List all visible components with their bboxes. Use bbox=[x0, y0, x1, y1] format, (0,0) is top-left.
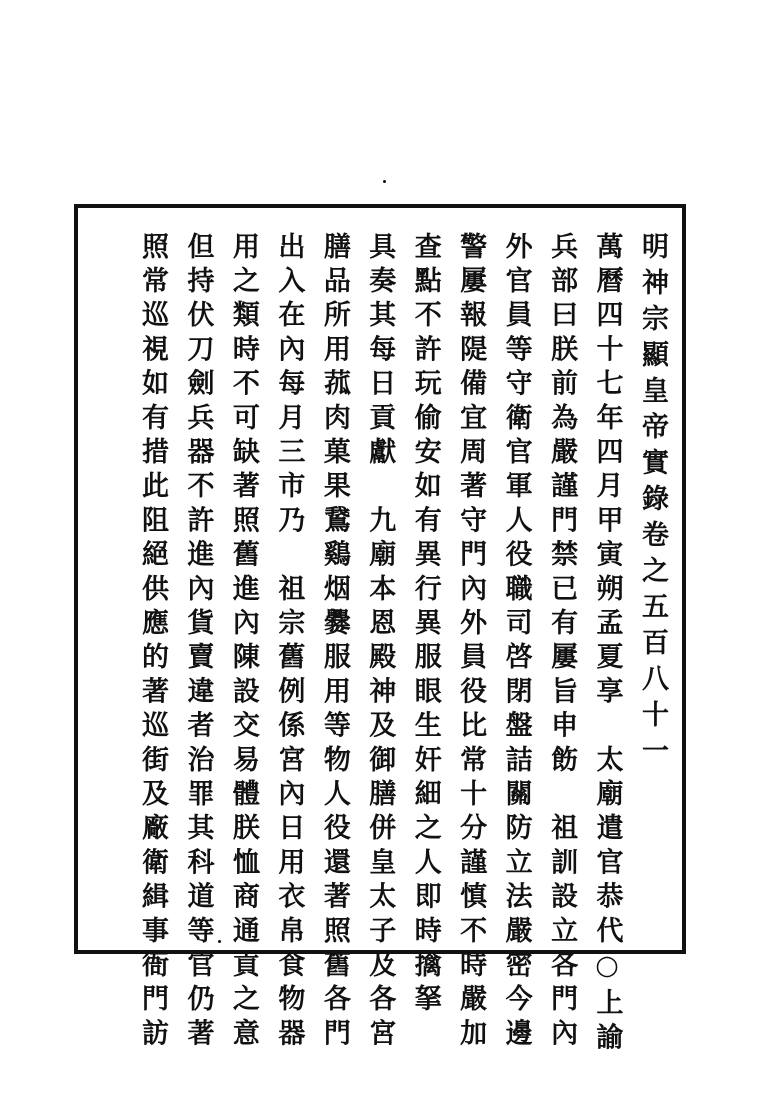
text-column-6: 具奏其每日貢獻 九廟本恩殿神及御膳併皇太子及各宮 bbox=[364, 232, 396, 1053]
text-column-1: 萬曆四十七年四月甲寅朔孟夏享 太廟遣官恭代○上諭 bbox=[591, 232, 623, 1057]
text-columns bbox=[132, 232, 672, 1057]
text-column-5: 查點不許玩偷安如有異行異服眼生奸細之人即時擒拏 bbox=[409, 232, 441, 1019]
text-column-8: 出入在內每月三市乃 祖宗舊例係宮內日用衣帛食物器 bbox=[273, 232, 305, 1053]
text-column-4: 警屢報隄備宜周著守門內外員役比常十分謹慎不時嚴加 bbox=[455, 232, 487, 1053]
text-column-10: 但持伏刀劍兵器不許進內貨賣違者治罪其科道等官仍著 bbox=[182, 232, 214, 1053]
volume-title-column: 明神宗顯皇帝實錄卷之五百八十一 bbox=[636, 232, 668, 772]
text-column-9: 用之類時不可缺著照舊進內陳設交易體朕恤商通貢之意 bbox=[227, 232, 259, 1053]
text-column-2: 兵部曰朕前為嚴謹門禁已有屢旨申飭 祖訓設立各門內 bbox=[546, 232, 578, 1053]
stray-mark-top bbox=[383, 180, 386, 183]
text-column-11: 照常巡視如有措此阻絕供應的著巡街及廠衛緝事衙門訪 bbox=[137, 232, 168, 1053]
stray-mark-bottom bbox=[218, 940, 221, 943]
text-column-7: 膳品所用菰肉菓果鵞鷄烟爨服用等物人役還著照舊各門 bbox=[318, 232, 350, 1053]
text-column-3: 外官員等守衛官軍人役職司啓閉盤詰關防立法嚴密今邊 bbox=[500, 232, 532, 1053]
